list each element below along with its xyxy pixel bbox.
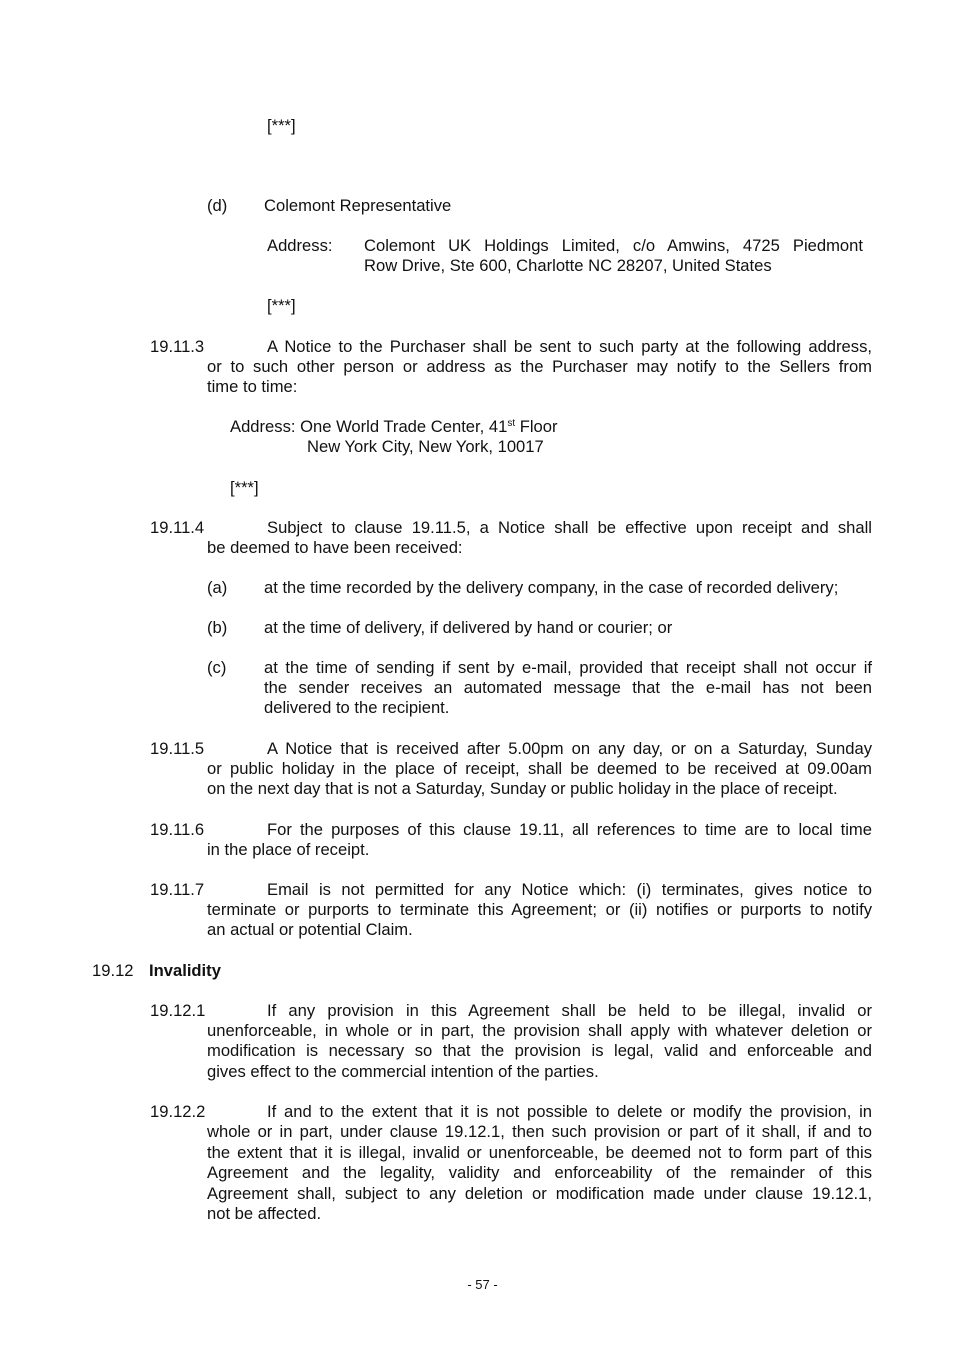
clause-number: 19.11.5 bbox=[150, 739, 205, 758]
purchaser-address-line bbox=[230, 417, 558, 438]
section-number: 19.12 bbox=[92, 961, 134, 980]
clause-text-line: For the purposes of this clause 19.11, all references to time are to local time bbox=[267, 820, 872, 839]
redaction-marker: [***] bbox=[267, 296, 296, 315]
address-text: Floor bbox=[515, 417, 558, 436]
item-text-line: the sender receives an automated message that the e-mail has not been bbox=[264, 678, 872, 697]
address-line: Row Drive, Ste 600, Charlotte NC 28207, United States bbox=[364, 256, 772, 275]
redaction-marker: [***] bbox=[267, 116, 296, 135]
clause-text-line: A Notice that is received after 5.00pm on any day, or on a Saturday, Sunday bbox=[267, 739, 872, 758]
clause-text-line: on the next day that is not a Saturday, Sunday or public holiday in the place of receipt. bbox=[207, 779, 838, 798]
clause-text-line: unenforceable, in whole or in part, the provision shall apply with whatever deletion or bbox=[207, 1021, 872, 1040]
redaction-marker: [***] bbox=[230, 478, 259, 497]
clause-number: 19.11.3 bbox=[150, 337, 205, 356]
clause-number: 19.11.6 bbox=[150, 820, 205, 839]
item-label-a: (a) bbox=[207, 578, 228, 597]
clause-number: 19.12.1 bbox=[150, 1001, 206, 1020]
item-text-line: at the time of delivery, if delivered by hand or courier; or bbox=[264, 618, 673, 637]
item-title-d: Colemont Representative bbox=[264, 196, 452, 215]
clause-text-line: whole or in part, under clause 19.12.1, then such provision or part of it shall, if and to bbox=[207, 1122, 872, 1141]
item-label-b: (b) bbox=[207, 618, 228, 637]
clause-text-line: in the place of receipt. bbox=[207, 840, 370, 859]
clause-text-line: A Notice to the Purchaser shall be sent to such party at the following address, bbox=[267, 337, 872, 356]
item-text-line: at the time of sending if sent by e-mail, provided that receipt shall not occur if bbox=[264, 658, 872, 677]
clause-text-line: time to time: bbox=[207, 377, 298, 396]
page-number: - 57 - bbox=[467, 1277, 498, 1292]
clause-text-line: or public holiday in the place of receipt, shall be deemed to be received at 09.00am bbox=[207, 759, 872, 778]
clause-number: 19.11.7 bbox=[150, 880, 205, 899]
clause-number: 19.12.2 bbox=[150, 1102, 206, 1121]
item-text-line: at the time recorded by the delivery company, in the case of recorded delivery; bbox=[264, 578, 839, 597]
item-label-d: (d) bbox=[207, 196, 228, 215]
clause-number: 19.11.4 bbox=[150, 518, 205, 537]
clause-text-line: gives effect to the commercial intention of the parties. bbox=[207, 1062, 599, 1081]
address-line: Colemont UK Holdings Limited, c/o Amwins, 4725 Piedmont bbox=[364, 236, 863, 255]
clause-text-line: an actual or potential Claim. bbox=[207, 920, 413, 939]
clause-text-line: Email is not permitted for any Notice which: (i) terminates, gives notice to bbox=[267, 880, 872, 899]
clause-text-line: or to such other person or address as the Purchaser may notify to the Sellers from bbox=[207, 357, 872, 376]
clause-text-line: the extent that it is illegal, invalid or unenforceable, be deemed not to form part of this bbox=[207, 1143, 872, 1162]
clause-text-line: Agreement shall, subject to any deletion or modification made under clause 19.12.1, bbox=[207, 1184, 872, 1203]
section-heading: Invalidity bbox=[149, 961, 221, 980]
clause-text-line: If and to the extent that it is not possible to delete or modify the provision, in bbox=[267, 1102, 872, 1121]
clause-text-line: terminate or purports to terminate this Agreement; or (ii) notifies or purports to notify bbox=[207, 900, 872, 919]
clause-text-line: Subject to clause 19.11.5, a Notice shall be effective upon receipt and shall bbox=[267, 518, 872, 537]
address-text: Address: One World Trade Center, 41 bbox=[230, 417, 508, 436]
item-text-line: delivered to the recipient. bbox=[264, 698, 450, 717]
purchaser-address-line: New York City, New York, 10017 bbox=[307, 437, 544, 456]
clause-text-line: be deemed to have been received: bbox=[207, 538, 463, 557]
clause-text-line: modification is necessary so that the provision is legal, valid and enforceable and bbox=[207, 1041, 872, 1060]
clause-text-line: Agreement and the legality, validity and enforceability of the remainder of this bbox=[207, 1163, 872, 1182]
item-label-c: (c) bbox=[207, 658, 227, 677]
address-label: Address: bbox=[267, 236, 333, 255]
superscript: st bbox=[507, 418, 516, 429]
clause-text-line: If any provision in this Agreement shall be held to be illegal, invalid or bbox=[267, 1001, 872, 1020]
clause-text-line: not be affected. bbox=[207, 1204, 322, 1223]
